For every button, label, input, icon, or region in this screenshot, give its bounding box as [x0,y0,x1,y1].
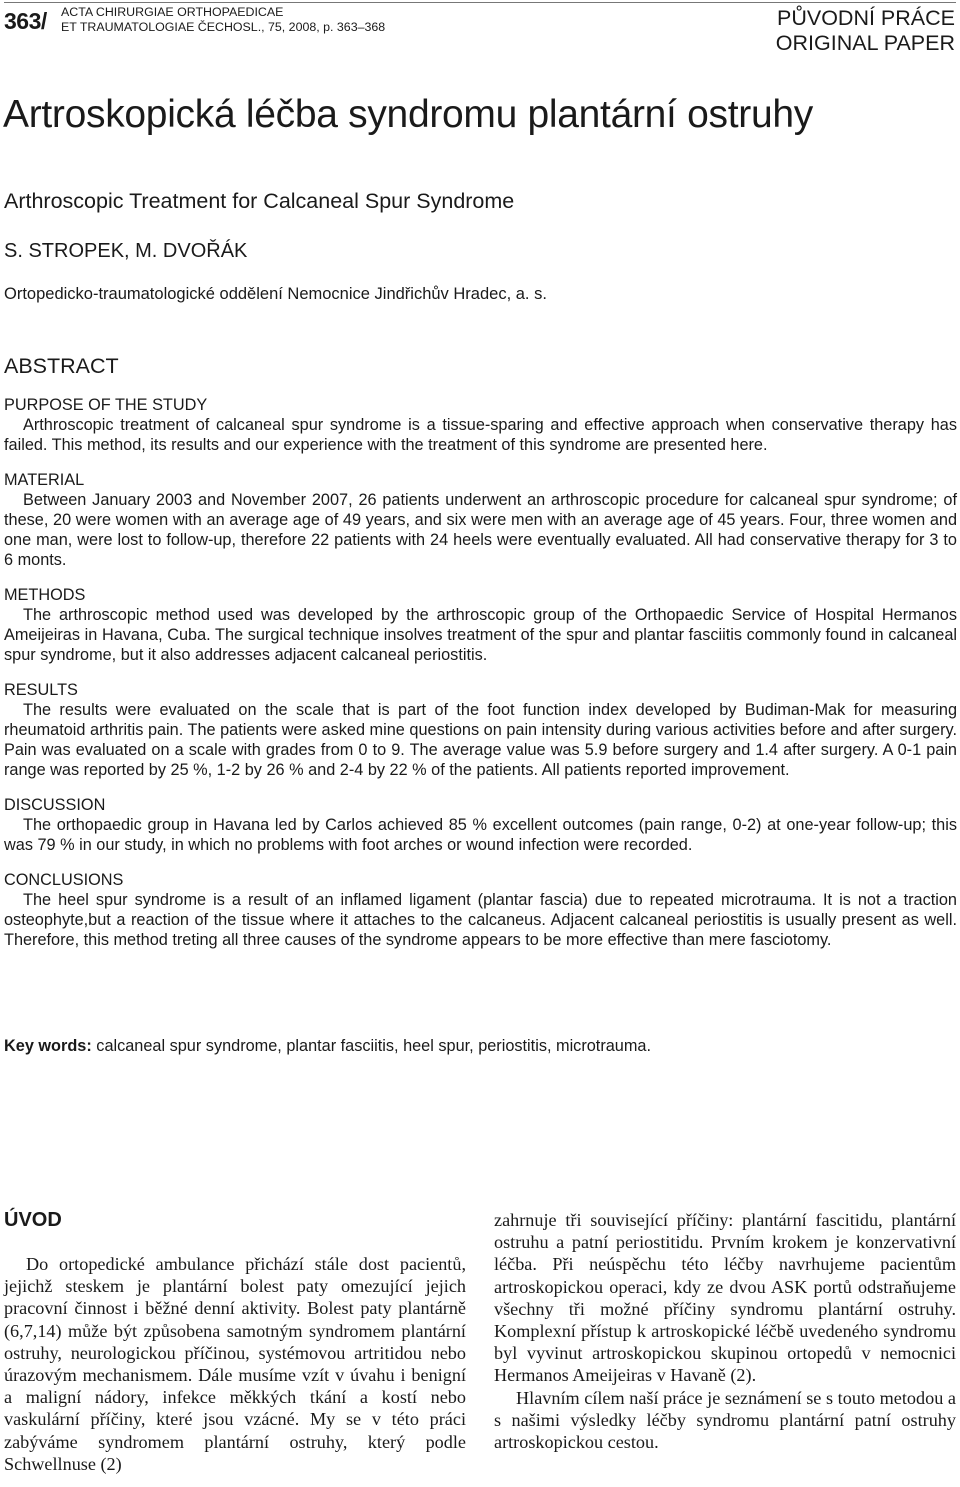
section-body: The arthroscopic method used was developed by the arthroscopic group of the Orthopaedic Service of Hospital Hermanos Ameijeiras in Havana, Cuba. The surgical technique insolves treatment of the spur and plantar fasciitis commonly found in calcaneal spur syndrome, but it also addresses adjacent calcaneal periostitis. [4,606,957,664]
section-body: The orthopaedic group in Havana led by Carlos achieved 85 % excellent outcomes (pain range, 0-2) at one-year follow-up; this was 79 % in our study, in which no problems with foot arches or wound infection were recorded. [4,816,957,854]
keywords [4,1037,651,1056]
journal-name-line-1: ACTA CHIRURGIAE ORTHOPAEDICAE [61,5,284,19]
keywords-label: Key words: [4,1037,92,1055]
abstract-section-results [4,680,957,780]
section-title: PURPOSE OF THE STUDY [4,396,208,414]
body-column-right [494,1209,956,1453]
paper-type [776,6,955,56]
paper-type-english: ORIGINAL PAPER [775,31,955,55]
journal-citation [61,5,385,35]
section-title: METHODS [4,586,86,604]
intro-paragraph: Hlavním cílem naší práce je seznámení se s touto metodou a s našimi výsledky léčby syndromu plantární patní ostruhy artroskopickou cestou. [494,1387,956,1453]
abstract [4,395,957,965]
intro-paragraph: Do ortopedické ambulance přichází stále dost pacientů, jejichž steskem je plantární bolest paty omezující jejich pracovní činnost i běžné denní aktivity. Bolest paty plantárně (6,7,14) může být způsobena samotným syndromem plantární ostruhy, neurologickou příčinou, systémovou artritidou nebo úrazovým mechanismem. Dále musíme vzít v úvahu i benigní a maligní nádory, infekce měkkých tkání a kostí nebo vaskulární příčiny, které jsou vzácné. My se v této práci zabýváme syndromem plantární ostruhy, který podle Schwellnuse (2) [4,1254,466,1474]
section-title: MATERIAL [4,471,85,489]
section-title: DISCUSSION [4,796,106,814]
header-rule [4,2,956,3]
section-title: CONCLUSIONS [4,871,124,889]
intro-heading: ÚVOD [4,1209,62,1231]
journal-name-line-2: ET TRAUMATOLOGIAE ČECHOSL., 75, 2008, p. 363–368 [61,20,386,34]
keywords-text: calcaneal spur syndrome, plantar fasciitis, heel spur, periostitis, microtrauma. [96,1037,651,1055]
abstract-section-methods [4,585,957,665]
section-body: Arthroscopic treatment of calcaneal spur syndrome is a tissue-sparing and effective approach when conservative therapy has failed. This method, its results and our experience with the treatment of this syndrome are presented here. [4,416,957,454]
abstract-section-discussion [4,795,957,855]
section-title: RESULTS [4,681,78,699]
abstract-section-purpose [4,395,957,455]
section-body: The results were evaluated on the scale that is part of the foot function index developed by Budiman-Mak for measuring rheumatoid arthritis pain. The patients were asked mine questions on pain intensity during various activities before and after surgery. Pain was evaluated on a scale with grades from 0 to 9. The average value was 5.9 before surgery and 1.4 after surgery. A 0-1 pain range was reported by 25 %, 1-2 by 26 % and 2-4 by 22 % of the patients. All patients reported improvement. [4,701,957,779]
body-column-left [4,1253,466,1475]
article-title-czech: Artroskopická léčba syndromu plantární ostruhy [3,93,813,136]
abstract-section-conclusions [4,870,957,950]
section-body: The heel spur syndrome is a result of an inflamed ligament (plantar fascia) due to repeated microtrauma. It is not a traction osteophyte,but a reaction of the tissue where it attaches to the calcaneus. Adjacent calcaneal periostitis is usually present as well. Therefore, this method treting all three causes of the syndrome appears to be more effective than mere fasciotomy. [4,891,957,949]
page-number: 363/ [4,8,47,34]
page-header [0,0,960,60]
affiliation: Ortopedicko-traumatologické oddělení Nemocnice Jindřichův Hradec, a. s. [4,285,547,303]
section-body: Between January 2003 and November 2007, 26 patients underwent an arthroscopic procedure for calcaneal spur syndrome; of these, 20 were women with an average age of 49 years, and six were men with an average age of 45 years. Four, three women and one man, were lost to follow-up, therefore 22 patients with 24 heels were eventually evaluated. All had conservative therapy for 3 to 6 monts. [4,491,957,569]
abstract-section-material [4,470,957,570]
article-title-english: Arthroscopic Treatment for Calcaneal Spur Syndrome [4,189,515,213]
authors: S. STROPEK, M. DVOŘÁK [4,240,248,262]
intro-paragraph-continued: zahrnuje tři související příčiny: plantární fascitidu, plantární ostruhu a patní periostitidu. Prvním krokem je konzervativní léčba. Při neúspěchu této léčby navrhujeme pacientům artroskopickou operaci, kdy ze dvou ASK portů odstraňujeme všechny tři možné příčiny syndromu plantární ostruhy. Komplexní přístup k artroskopické léčbě uvedeného syndromu byl vyvinut artroskopickou skupinou ortopedů v nemocnici Hermanos Ameijeiras v Havaně (2). [494,1210,956,1386]
paper-type-czech: PŮVODNÍ PRÁCE [776,6,955,30]
abstract-heading: ABSTRACT [4,354,119,378]
